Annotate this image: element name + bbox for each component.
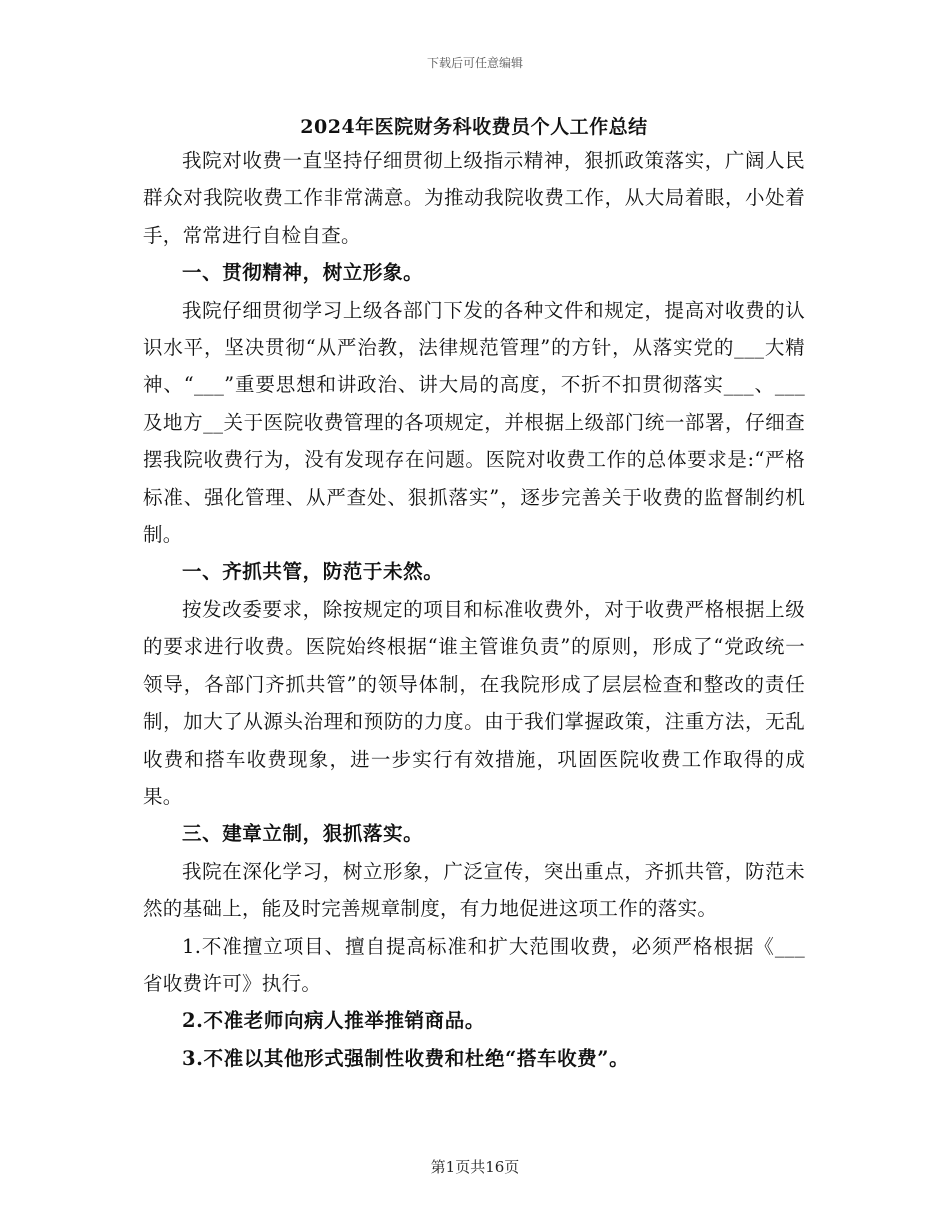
- list-item-2: 2.不准老师向病人推举推销商品。: [182, 1009, 485, 1033]
- section-heading-1: 一、贯彻精神，树立形象。: [182, 261, 424, 285]
- list-item-1: 1.不准擅立项目、擅自提高标准和扩大范围收费，必须严格根据《___省收费许可》执行。: [143, 934, 805, 995]
- document-body: [143, 112, 805, 1077]
- section-heading-3: 三、建章立制，狠抓落实。: [182, 822, 424, 846]
- paragraph-intro: 我院对收费一直坚持仔细贯彻上级指示精神，狠抓政策落实，广阔人民群众对我院收费工作非常满意。为推动我院收费工作，从大局着眼，小处着手，常常进行自检自查。: [143, 149, 805, 247]
- page-footer: 第1页共16页: [430, 1158, 520, 1176]
- paragraph-section-2: 按发改委要求，除按规定的项目和标准收费外，对于收费严格根据上级的要求进行收费。医院始终根据“谁主管谁负责”的原则，形成了“党政统一领导，各部门齐抓共管”的领导体制，在我院形成了层层检查和整改的责任制，加大了从源头治理和预防的力度。由于我们掌握政策，注重方法，无乱收费和搭车收费现象，进一步实行有效措施，巩固医院收费工作取得的成果。: [143, 597, 805, 808]
- paragraph-section-1: 我院仔细贯彻学习上级各部门下发的各种文件和规定，提高对收费的认识水平，坚决贯彻“从严治教，法律规范管理”的方针，从落实党的___大精神、“___”重要思想和讲政治、讲大局的高度，不折不扣贯彻落实___、___及地方__关于医院收费管理的各项规定，并根据上级部门统一部署，仔细查摆我院收费行为，没有发现存在问题。医院对收费工作的总体要求是:“严格标准、强化管理、从严查处、狠抓落实”，逐步完善关于收费的监督制约机制。: [143, 298, 805, 547]
- list-item-3: 3.不准以其他形式强制性收费和杜绝“搭车收费”。: [182, 1046, 630, 1070]
- section-heading-2: 一、齐抓共管，防范于未然。: [182, 560, 444, 584]
- document-title: 2024年医院财务科收费员个人工作总结: [300, 116, 648, 138]
- page-header: 下载后可任意编辑: [426, 56, 523, 70]
- paragraph-section-3: 我院在深化学习，树立形象，广泛宣传，突出重点，齐抓共管，防范未然的基础上，能及时完善规章制度，有力地促进这项工作的落实。: [143, 859, 805, 921]
